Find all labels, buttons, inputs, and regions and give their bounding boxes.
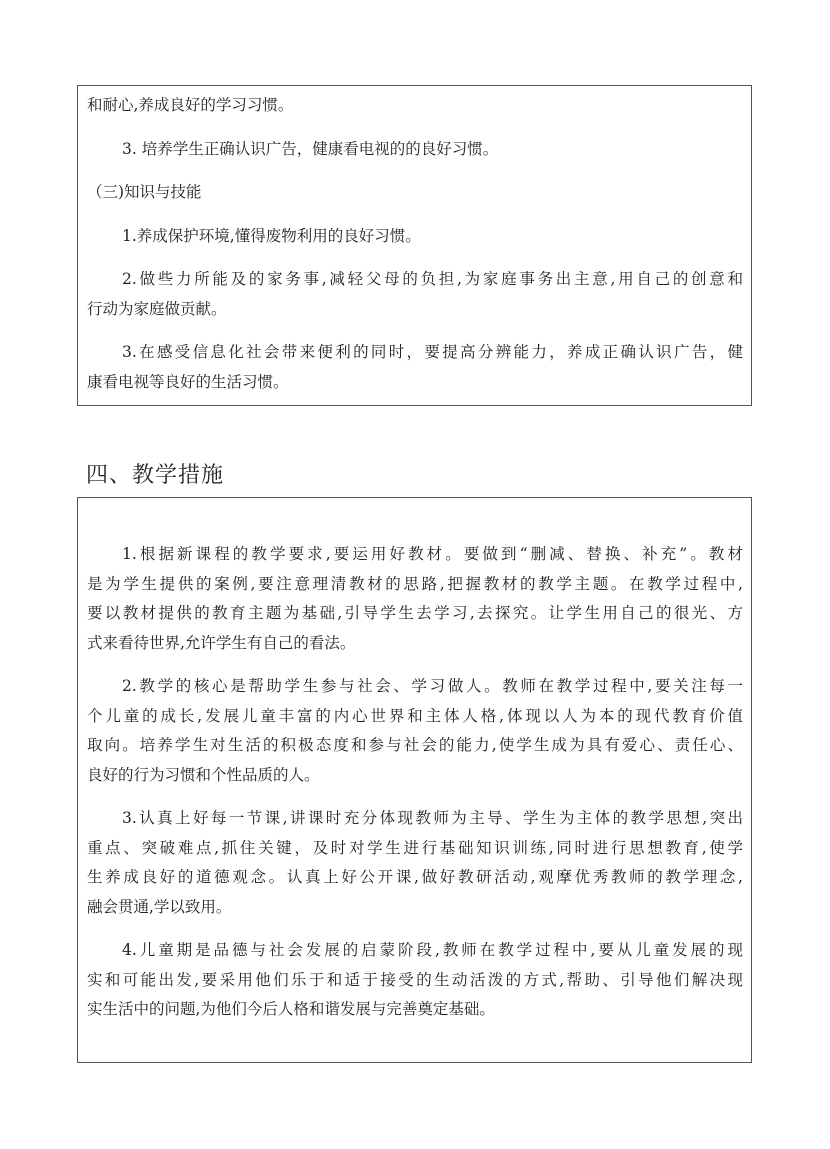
paragraph [87, 804, 743, 922]
text-line: 个儿童的成长,发展儿童丰富的内心世界和主体人格,体现以人为本的现代教育价值 [87, 706, 743, 725]
paragraph [87, 265, 743, 324]
text-line: 实和可能出发,要采用他们乐于和适于接受的生动活泼的方式,帮助、引导他们解决现 [87, 970, 743, 989]
text-line: 2.教学的核心是帮助学生参与社会、学习做人。教师在教学过程中,要关注每一 [122, 677, 743, 695]
paragraph [87, 222, 743, 252]
text-line: 良好的行为习惯和个性品质的人。 [87, 765, 320, 784]
text-line: 是为学生提供的案例,要注意理清教材的思路,把握教材的教学主题。在教学过程中, [87, 574, 743, 593]
text-line: 2.做些力所能及的家务事,减轻父母的负担,为家庭事务出主意,用自己的创意和 [122, 270, 743, 288]
text-line: 1.养成保护环境,懂得废物利用的良好习惯。 [122, 226, 421, 245]
text-line: 生养成良好的道德观念。认真上好公开课,做好教研活动,观摩优秀教师的教学理念, [87, 868, 743, 886]
paragraph [87, 178, 743, 208]
text-line: 3.在感受信息化社会带来便利的同时，要提高分辨能力，养成正确认识广告，健 [122, 343, 743, 361]
paragraph [87, 135, 743, 165]
text-line: 行动为家庭做贡献。 [87, 299, 227, 318]
paragraph [87, 540, 743, 658]
text-line: 和耐心,养成良好的学习习惯。 [87, 96, 294, 114]
text-line: 1.根据新课程的教学要求,要运用好教材。要做到“删减、替换、补充”。教材 [122, 545, 743, 563]
text-line: 3.认真上好每一节课,讲课时充分体现教师为主导、学生为主体的教学思想,突出 [122, 809, 743, 827]
objectives-box [77, 85, 752, 406]
text-line: 要以教材提供的教育主题为基础,引导学生去学习,去探究。让学生用自己的很光、方 [87, 604, 743, 622]
teaching-measures-box [77, 497, 752, 1063]
text-line: 实生活中的问题,为他们今后人格和谐发展与完善奠定基础。 [87, 1000, 495, 1018]
section-title: 四、教学措施 [86, 463, 225, 488]
text-line: 重点、突破难点,抓住关键，及时对学生进行基础知识训练,同时进行思想教育,使学 [87, 838, 743, 857]
text-line: 融会贯通,学以致用。 [87, 897, 232, 916]
text-line: 式来看待世界,允许学生有自己的看法。 [87, 633, 356, 652]
text-line: 取向。培养学生对生活的积极态度和参与社会的能力,使学生成为具有爱心、责任心、 [87, 736, 743, 754]
paragraph [87, 91, 743, 121]
paragraph [87, 338, 743, 397]
text-line: 4.儿童期是品德与社会发展的启蒙阶段,教师在教学过程中,要从儿童发展的现 [122, 941, 743, 959]
text-line: 康看电视等良好的生活习惯。 [87, 372, 289, 391]
paragraph [87, 936, 743, 1025]
text-line: 3. 培养学生正确认识广告，健康看电视的的良好习惯。 [122, 139, 499, 158]
text-line: （三)知识与技能 [87, 183, 202, 201]
paragraph [87, 672, 743, 790]
